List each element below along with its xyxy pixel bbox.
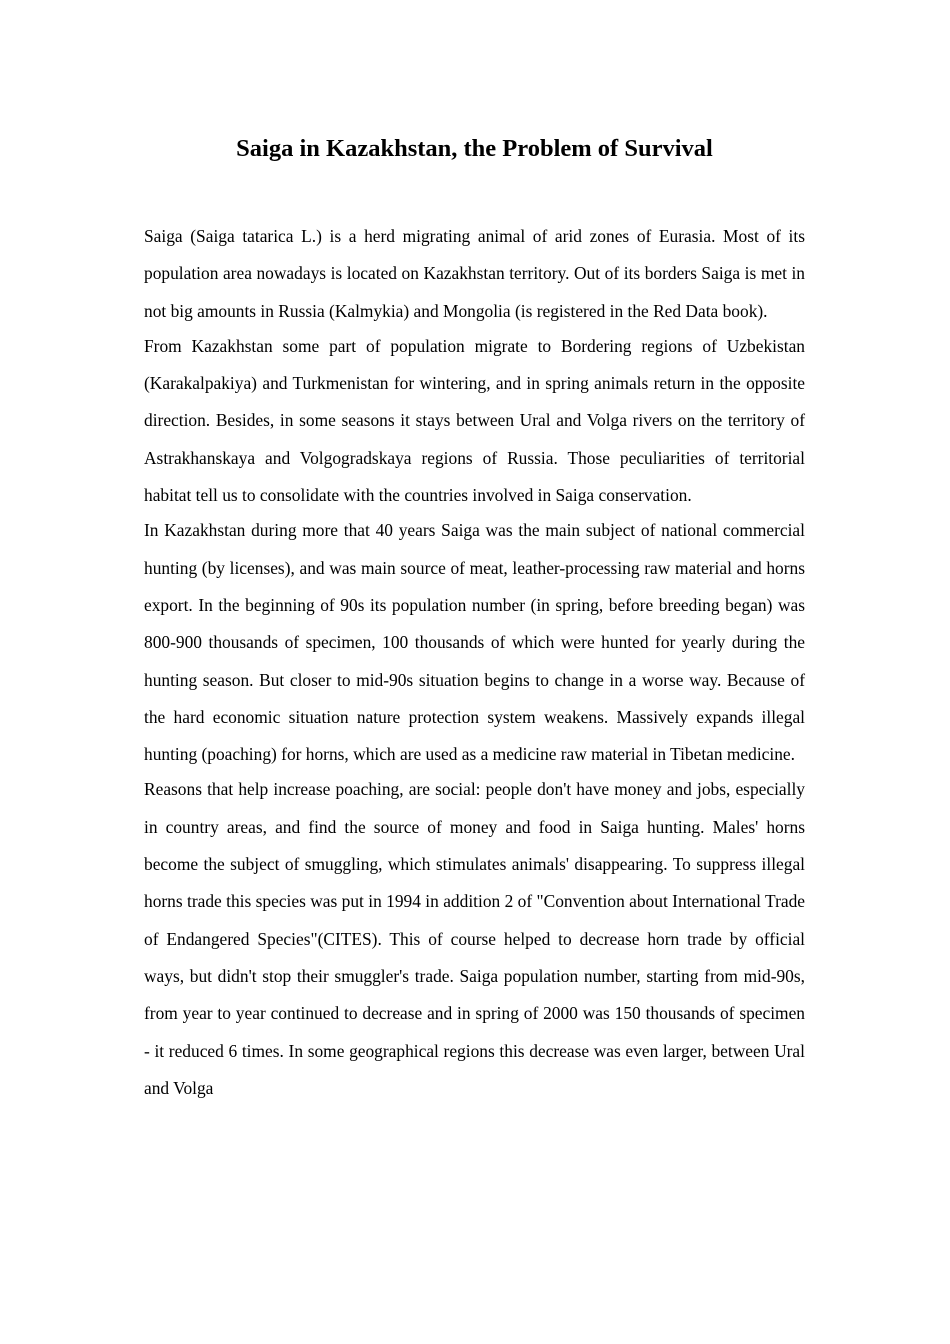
document-title: Saiga in Kazakhstan, the Problem of Survival	[236, 135, 713, 162]
document-body	[144, 218, 805, 1107]
paragraph-4: Reasons that help increase poaching, are social: people don't have money and jobs, especially in country areas, and find the source of money and food in Saiga hunting. Males' horns become the subject of smuggling, which stimulates animals' disappearing. To suppress illegal horns trade this species was put in 1994 in addition 2 of "Convention about International Trade of Endangered Species"(CITES). This of course helped to decrease horn trade by official ways, but didn't stop their smuggler's trade. Saiga population number, starting from mid-90s, from year to year continued to decrease and in spring of 2000 was 150 thousands of specimen - it reduced 6 times. In some geographical regions this decrease was even larger, between Ural and Volga	[144, 779, 805, 1098]
paragraph-2: From Kazakhstan some part of population migrate to Bordering regions of Uzbekistan (Karakalpakiya) and Turkmenistan for wintering, and in spring animals return in the opposite direction. Besides, in some seasons it stays between Ural and Volga rivers on the territory of Astrakhanskaya and Volgogradskaya regions of Russia. Those peculiarities of territorial habitat tell us to consolidate with the countries involved in Saiga conservation.	[144, 335, 805, 506]
paragraph-3: In Kazakhstan during more that 40 years Saiga was the main subject of national commercial hunting (by licenses), and was main source of meat, leather-processing raw material and horns export. In the beginning of 90s its population number (in spring, before breeding began) was 800-900 thousands of specimen, 100 thousands of which were hunted for yearly during the hunting season. But closer to mid-90s situation begins to change in a worse way. Because of the hard economic situation nature protection system weakens. Massively expands illegal hunting (poaching) for horns, which are used as a medicine raw material in Tibetan medicine.	[144, 520, 805, 765]
paragraph-1: Saiga (Saiga tatarica L.) is a herd migrating animal of arid zones of Eurasia. Most of its population area nowadays is located on Kazakhstan territory. Out of its borders Saiga is met in not big amounts in Russia (Kalmykia) and Mongolia (is registered in the Red Data book).	[144, 226, 805, 321]
